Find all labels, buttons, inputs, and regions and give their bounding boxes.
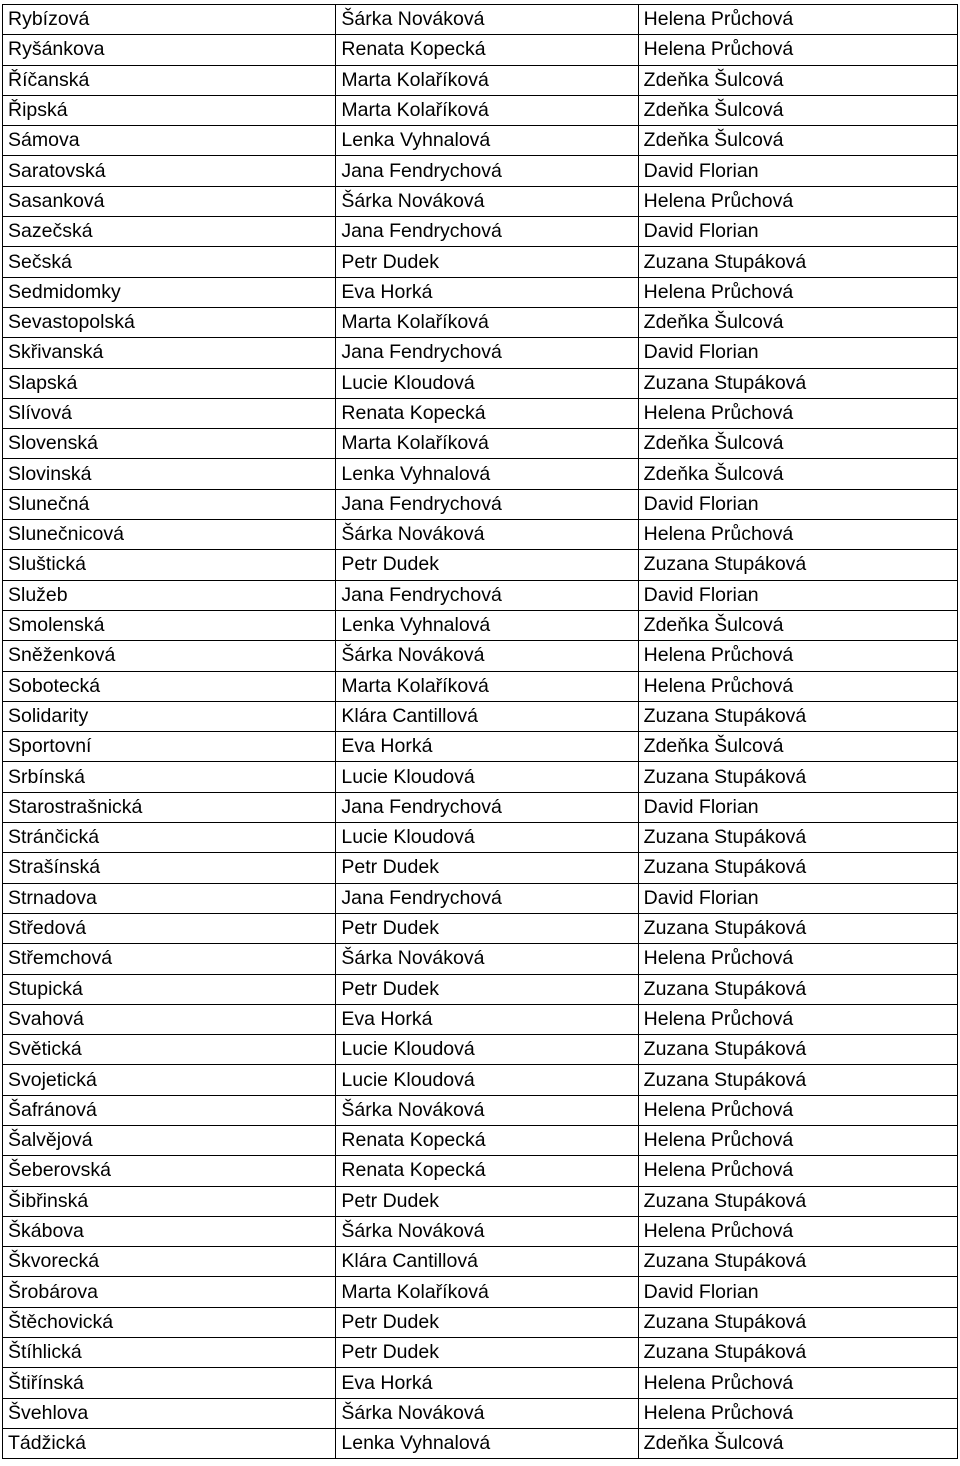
assigned-person-cell: Renata Kopecká — [336, 398, 638, 428]
supervisor-cell: Helena Průchová — [638, 1368, 957, 1398]
supervisor-cell: Zuzana Stupáková — [638, 823, 957, 853]
table-row — [3, 489, 958, 519]
supervisor-cell: Helena Průchová — [638, 944, 957, 974]
assigned-person-cell: Šárka Nováková — [336, 1216, 638, 1246]
street-name-cell: Štěchovická — [3, 1307, 336, 1337]
assigned-person-cell: Renata Kopecká — [336, 1125, 638, 1155]
supervisor-cell: Helena Průchová — [638, 520, 957, 550]
assigned-person-cell: Lenka Vyhnalová — [336, 126, 638, 156]
table-row — [3, 853, 958, 883]
supervisor-cell: Helena Průchová — [638, 671, 957, 701]
assigned-person-cell: Eva Horká — [336, 732, 638, 762]
supervisor-cell: Zdeňka Šulcová — [638, 65, 957, 95]
street-name-cell: Sedmidomky — [3, 277, 336, 307]
street-name-cell: Sámova — [3, 126, 336, 156]
assigned-person-cell: Šárka Nováková — [336, 186, 638, 216]
assigned-person-cell: Petr Dudek — [336, 1307, 638, 1337]
supervisor-cell: Helena Průchová — [638, 1398, 957, 1428]
street-name-cell: Srbínská — [3, 762, 336, 792]
street-name-cell: Služeb — [3, 580, 336, 610]
street-name-cell: Saratovská — [3, 156, 336, 186]
assigned-person-cell: Petr Dudek — [336, 974, 638, 1004]
street-name-cell: Řipská — [3, 95, 336, 125]
supervisor-cell: David Florian — [638, 338, 957, 368]
supervisor-cell: Zdeňka Šulcová — [638, 610, 957, 640]
table-row — [3, 520, 958, 550]
supervisor-cell: Helena Průchová — [638, 1156, 957, 1186]
street-name-cell: Středová — [3, 913, 336, 943]
assigned-person-cell: Petr Dudek — [336, 247, 638, 277]
assigned-person-cell: Lucie Kloudová — [336, 823, 638, 853]
table-row — [3, 1004, 958, 1034]
assigned-person-cell: Petr Dudek — [336, 1186, 638, 1216]
table-row — [3, 65, 958, 95]
table-row — [3, 610, 958, 640]
supervisor-cell: Zuzana Stupáková — [638, 701, 957, 731]
supervisor-cell: Helena Průchová — [638, 641, 957, 671]
supervisor-cell: Zdeňka Šulcová — [638, 307, 957, 337]
table-row — [3, 217, 958, 247]
street-name-cell: Slunečnicová — [3, 520, 336, 550]
street-name-cell: Sevastopolská — [3, 307, 336, 337]
table-row — [3, 641, 958, 671]
street-name-cell: Šibřinská — [3, 1186, 336, 1216]
table-row — [3, 1095, 958, 1125]
street-assignment-table — [2, 4, 958, 1459]
street-name-cell: Škvorecká — [3, 1247, 336, 1277]
street-name-cell: Říčanská — [3, 65, 336, 95]
table-row — [3, 944, 958, 974]
street-name-cell: Strašínská — [3, 853, 336, 883]
street-name-cell: Sportovní — [3, 732, 336, 762]
supervisor-cell: Helena Průchová — [638, 186, 957, 216]
table-row — [3, 732, 958, 762]
table-row — [3, 35, 958, 65]
street-name-cell: Švehlova — [3, 1398, 336, 1428]
assigned-person-cell: Lucie Kloudová — [336, 1065, 638, 1095]
table-row — [3, 126, 958, 156]
supervisor-cell: Zuzana Stupáková — [638, 1065, 957, 1095]
supervisor-cell: David Florian — [638, 792, 957, 822]
street-name-cell: Slívová — [3, 398, 336, 428]
table-row — [3, 156, 958, 186]
assigned-person-cell: Renata Kopecká — [336, 1156, 638, 1186]
street-name-cell: Tádžická — [3, 1428, 336, 1458]
table-body — [3, 5, 958, 1459]
assigned-person-cell: Klára Cantillová — [336, 1247, 638, 1277]
street-name-cell: Slovenská — [3, 429, 336, 459]
table-row — [3, 368, 958, 398]
assigned-person-cell: Jana Fendrychová — [336, 883, 638, 913]
assigned-person-cell: Jana Fendrychová — [336, 489, 638, 519]
supervisor-cell: Zuzana Stupáková — [638, 853, 957, 883]
table-row — [3, 1428, 958, 1458]
street-name-cell: Škábova — [3, 1216, 336, 1246]
assigned-person-cell: Jana Fendrychová — [336, 217, 638, 247]
assigned-person-cell: Jana Fendrychová — [336, 156, 638, 186]
street-name-cell: Rybízová — [3, 5, 336, 35]
supervisor-cell: Helena Průchová — [638, 1004, 957, 1034]
street-name-cell: Šrobárova — [3, 1277, 336, 1307]
street-name-cell: Stránčická — [3, 823, 336, 853]
table-row — [3, 459, 958, 489]
supervisor-cell: Zdeňka Šulcová — [638, 429, 957, 459]
supervisor-cell: David Florian — [638, 1277, 957, 1307]
street-name-cell: Světická — [3, 1035, 336, 1065]
street-name-cell: Štíhlická — [3, 1338, 336, 1368]
street-name-cell: Skřivanská — [3, 338, 336, 368]
assigned-person-cell: Šárka Nováková — [336, 1398, 638, 1428]
table-row — [3, 1035, 958, 1065]
assigned-person-cell: Šárka Nováková — [336, 1095, 638, 1125]
street-name-cell: Sečská — [3, 247, 336, 277]
assigned-person-cell: Eva Horká — [336, 1004, 638, 1034]
table-row — [3, 1065, 958, 1095]
supervisor-cell: Helena Průchová — [638, 1216, 957, 1246]
supervisor-cell: Zdeňka Šulcová — [638, 126, 957, 156]
table-row — [3, 307, 958, 337]
table-row — [3, 1277, 958, 1307]
street-name-cell: Sazečská — [3, 217, 336, 247]
supervisor-cell: Zuzana Stupáková — [638, 974, 957, 1004]
table-row — [3, 247, 958, 277]
table-row — [3, 277, 958, 307]
assigned-person-cell: Marta Kolaříková — [336, 307, 638, 337]
table-row — [3, 671, 958, 701]
supervisor-cell: Zdeňka Šulcová — [638, 732, 957, 762]
table-row — [3, 429, 958, 459]
table-row — [3, 338, 958, 368]
table-row — [3, 1156, 958, 1186]
supervisor-cell: Helena Průchová — [638, 5, 957, 35]
supervisor-cell: Zuzana Stupáková — [638, 1186, 957, 1216]
street-name-cell: Sobotecká — [3, 671, 336, 701]
assigned-person-cell: Šárka Nováková — [336, 944, 638, 974]
supervisor-cell: Zuzana Stupáková — [638, 550, 957, 580]
street-name-cell: Strnadova — [3, 883, 336, 913]
street-name-cell: Štiřínská — [3, 1368, 336, 1398]
table-row — [3, 186, 958, 216]
street-name-cell: Smolenská — [3, 610, 336, 640]
table-row — [3, 762, 958, 792]
supervisor-cell: Zuzana Stupáková — [638, 247, 957, 277]
assigned-person-cell: Šárka Nováková — [336, 641, 638, 671]
table-row — [3, 792, 958, 822]
supervisor-cell: Helena Průchová — [638, 1125, 957, 1155]
street-name-cell: Střemchová — [3, 944, 336, 974]
supervisor-cell: Zdeňka Šulcová — [638, 459, 957, 489]
table-row — [3, 1368, 958, 1398]
assigned-person-cell: Lenka Vyhnalová — [336, 1428, 638, 1458]
assigned-person-cell: Lucie Kloudová — [336, 1035, 638, 1065]
supervisor-cell: Zuzana Stupáková — [638, 1307, 957, 1337]
table-row — [3, 701, 958, 731]
assigned-person-cell: Marta Kolaříková — [336, 1277, 638, 1307]
table-row — [3, 974, 958, 1004]
table-row — [3, 1338, 958, 1368]
street-name-cell: Šeberovská — [3, 1156, 336, 1186]
street-name-cell: Šafránová — [3, 1095, 336, 1125]
assigned-person-cell: Klára Cantillová — [336, 701, 638, 731]
street-name-cell: Svojetická — [3, 1065, 336, 1095]
assigned-person-cell: Renata Kopecká — [336, 35, 638, 65]
assigned-person-cell: Lucie Kloudová — [336, 762, 638, 792]
table-row — [3, 1125, 958, 1155]
assigned-person-cell: Petr Dudek — [336, 913, 638, 943]
assigned-person-cell: Marta Kolaříková — [336, 95, 638, 125]
street-name-cell: Slapská — [3, 368, 336, 398]
assigned-person-cell: Jana Fendrychová — [336, 792, 638, 822]
street-name-cell: Stupická — [3, 974, 336, 1004]
assigned-person-cell: Šárka Nováková — [336, 520, 638, 550]
supervisor-cell: Zuzana Stupáková — [638, 1338, 957, 1368]
assigned-person-cell: Petr Dudek — [336, 853, 638, 883]
street-name-cell: Svahová — [3, 1004, 336, 1034]
supervisor-cell: David Florian — [638, 883, 957, 913]
assigned-person-cell: Jana Fendrychová — [336, 580, 638, 610]
street-name-cell: Slunečná — [3, 489, 336, 519]
assigned-person-cell: Eva Horká — [336, 1368, 638, 1398]
street-name-cell: Sasanková — [3, 186, 336, 216]
table-row — [3, 823, 958, 853]
supervisor-cell: David Florian — [638, 489, 957, 519]
assigned-person-cell: Lenka Vyhnalová — [336, 610, 638, 640]
supervisor-cell: Zuzana Stupáková — [638, 913, 957, 943]
table-row — [3, 1186, 958, 1216]
supervisor-cell: David Florian — [638, 156, 957, 186]
table-row — [3, 580, 958, 610]
supervisor-cell: Helena Průchová — [638, 1095, 957, 1125]
assigned-person-cell: Marta Kolaříková — [336, 429, 638, 459]
supervisor-cell: Zuzana Stupáková — [638, 762, 957, 792]
table-row — [3, 883, 958, 913]
supervisor-cell: Zuzana Stupáková — [638, 368, 957, 398]
supervisor-cell: Helena Průchová — [638, 398, 957, 428]
assigned-person-cell: Marta Kolaříková — [336, 671, 638, 701]
assigned-person-cell: Lenka Vyhnalová — [336, 459, 638, 489]
table-row — [3, 398, 958, 428]
supervisor-cell: Zdeňka Šulcová — [638, 1428, 957, 1458]
street-name-cell: Sluštická — [3, 550, 336, 580]
table-row — [3, 1398, 958, 1428]
supervisor-cell: Zuzana Stupáková — [638, 1247, 957, 1277]
table-row — [3, 913, 958, 943]
table-row — [3, 1247, 958, 1277]
street-name-cell: Slovinská — [3, 459, 336, 489]
assigned-person-cell: Petr Dudek — [336, 1338, 638, 1368]
supervisor-cell: Zuzana Stupáková — [638, 1035, 957, 1065]
supervisor-cell: Zdeňka Šulcová — [638, 95, 957, 125]
table-row — [3, 1216, 958, 1246]
assigned-person-cell: Jana Fendrychová — [336, 338, 638, 368]
street-name-cell: Sněženková — [3, 641, 336, 671]
supervisor-cell: David Florian — [638, 580, 957, 610]
table-row — [3, 550, 958, 580]
table-row — [3, 1307, 958, 1337]
assigned-person-cell: Eva Horká — [336, 277, 638, 307]
street-name-cell: Starostrašnická — [3, 792, 336, 822]
supervisor-cell: Helena Průchová — [638, 277, 957, 307]
assigned-person-cell: Petr Dudek — [336, 550, 638, 580]
street-name-cell: Ryšánkova — [3, 35, 336, 65]
assigned-person-cell: Šárka Nováková — [336, 5, 638, 35]
street-name-cell: Solidarity — [3, 701, 336, 731]
supervisor-cell: David Florian — [638, 217, 957, 247]
street-name-cell: Šalvějová — [3, 1125, 336, 1155]
assigned-person-cell: Lucie Kloudová — [336, 368, 638, 398]
assigned-person-cell: Marta Kolaříková — [336, 65, 638, 95]
table-row — [3, 95, 958, 125]
supervisor-cell: Helena Průchová — [638, 35, 957, 65]
table-row — [3, 5, 958, 35]
